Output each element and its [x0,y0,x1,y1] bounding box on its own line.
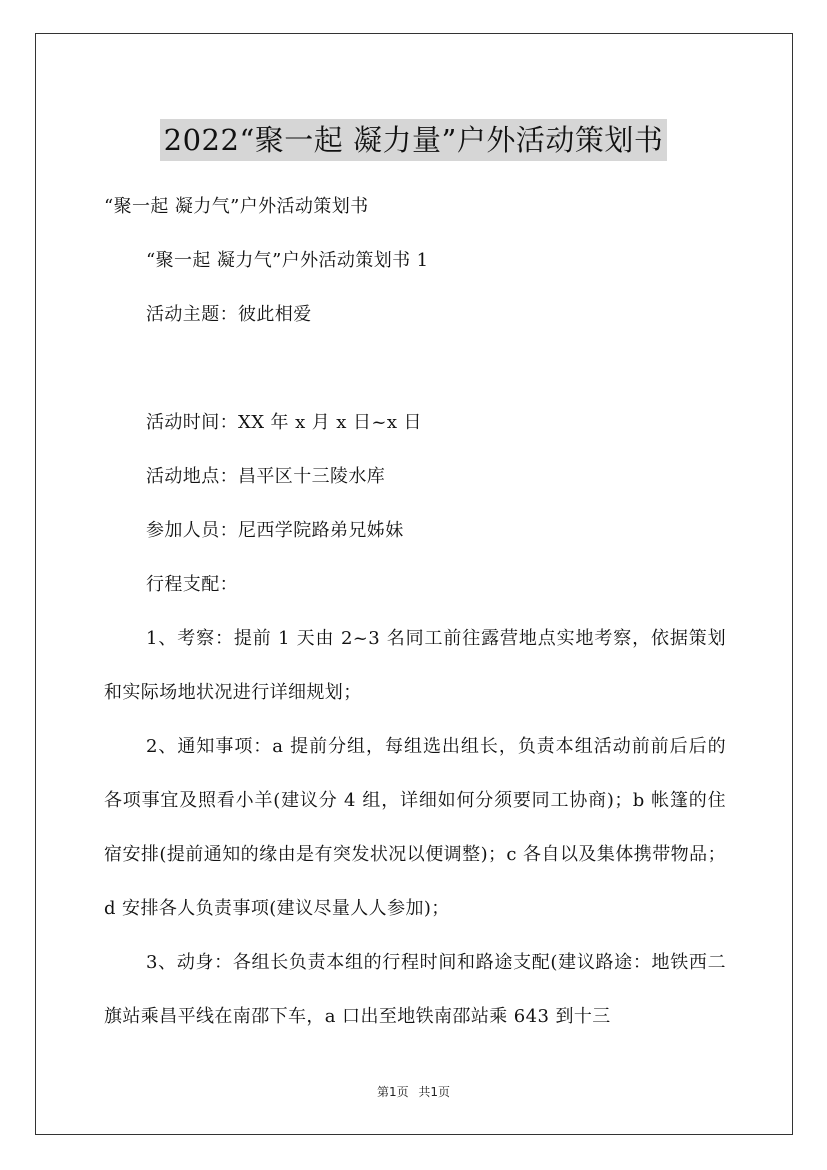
page-total: 共1页 [418,1085,451,1099]
page-number: 第1页 [376,1085,409,1099]
schedule-item: 3、动身：各组长负责本组的行程时间和路途支配(建议路途：地铁西二旗站乘昌平线在南邵下车，a 口出至地铁南邵站乘 643 到十三 [104,952,726,1027]
schedule-item: 1、考察：提前 1 天由 2~3 名同工前往露营地点实地考察，依据策划和实际场地状况进行详细规划； [104,628,726,703]
blank-line [104,342,726,396]
schedule-label: 行程支配： [146,574,238,595]
schedule-item: 2、通知事项：a 提前分组，每组选出组长，负责本组活动前前后后的各项事宜及照看小羊(建议分 4 组，详细如何分须要同工协商)；b 帐篷的住宿安排(提前通知的缘由是有突发状况以便调整)；c 各自以及集体携带物品；d 安排各人负责事项(建议尽量人人参加)； [104,736,726,919]
theme-line: 活动主题：彼此相爱 [146,304,312,325]
location-line: 活动地点：昌平区十三陵水库 [146,466,386,487]
document-body [104,180,726,1044]
subheading-line: “聚一起 凝力气”户外活动策划书 1 [146,250,429,271]
time-line: 活动时间：XX 年 x 月 x 日~x 日 [146,412,422,433]
document-title: 2022“聚一起 凝力量”户外活动策划书 [160,119,668,161]
title-container [0,100,827,181]
page-footer [0,1083,827,1100]
participants-line: 参加人员：尼西学院路弟兄姊妹 [146,520,404,541]
heading-line: “聚一起 凝力气”户外活动策划书 [104,196,369,217]
